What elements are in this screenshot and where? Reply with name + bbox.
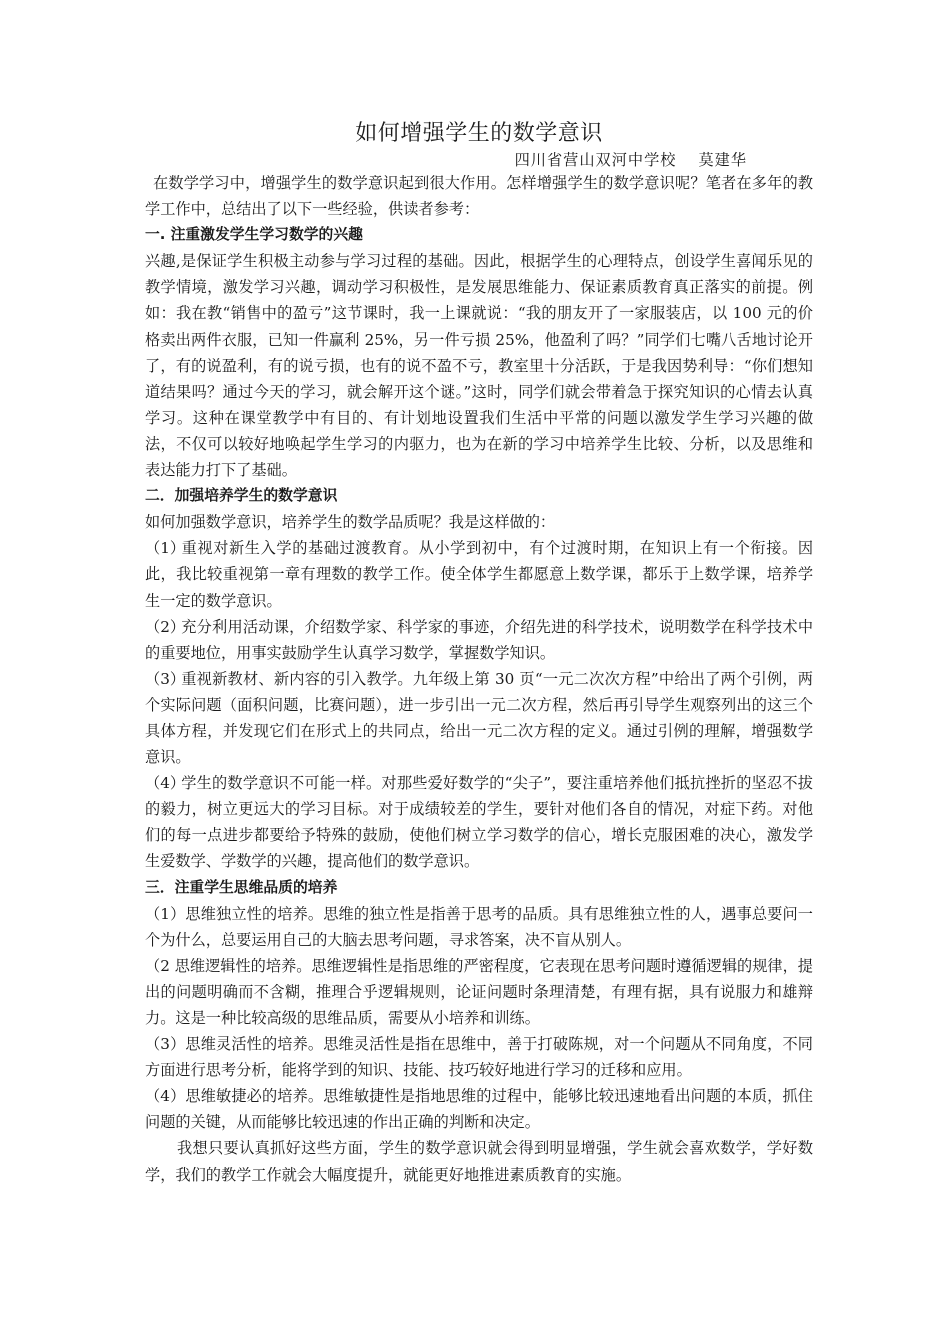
author-line: [145, 150, 813, 170]
section-2-item: [145, 770, 813, 874]
document-page: [145, 118, 813, 1188]
section-2-item: [145, 535, 813, 613]
author-name: 莫建华: [698, 151, 747, 169]
item-number: （1）: [145, 539, 186, 558]
section-3-heading: 三．注重学生思维品质的培养: [145, 878, 338, 896]
closing-paragraph: 我想只要认真抓好这些方面，学生的数学意识就会得到明显增强，学生就会喜欢数学，学好数学，我们的教学工作就会大幅度提升，就能更好地推进素质教育的实施。: [145, 1139, 813, 1184]
section-1-heading: 一. 注重激发学生学习数学的兴趣: [145, 226, 363, 244]
section-2-item: [145, 614, 813, 666]
section-3-item: （2 思维逻辑性的培养。思维逻辑性是指思维的严密程度，它表现在思考问题时遵循逻辑的规律，提出的问题明确而不含糊，推理合乎逻辑规则，论证问题时条理清楚，有理有据，具有说服力和雄辩力。这是一种比较高级的思维品质，需要从小培养和训练。: [145, 956, 813, 1027]
section-2-lead: 如何加强数学意识，培养学生的数学品质呢？我是这样做的：: [145, 513, 556, 532]
item-text: 充分利用活动课，介绍数学家、科学家的事迹，介绍先进的科学技术，说明数学在科学技术中的重要地位，用事实鼓励学生认真学习数学，掌握数学知识。: [145, 617, 813, 662]
section-2-item: [145, 666, 813, 770]
item-number: （4）: [145, 774, 186, 793]
item-text: 重视对新生入学的基础过渡教育。从小学到初中，有个过渡时期，在知识上有一个衔接。因此，我比较重视第一章有理数的教学工作。使全体学生都愿意上数学课，都乐于上数学课，培养学生一定的数学意识。: [145, 539, 813, 610]
item-number: （3）: [145, 669, 186, 688]
document-title: 如何增强学生的数学意识: [355, 121, 603, 146]
item-text: 学生的数学意识不可能一样。对那些爱好数学的“尖子”，要注重培养他们抵抗挫折的坚忍不拔的毅力，树立更远大的学习目标。对于成绩较差的学生，要针对他们各自的情况，对症下药。对他们的每一点进步都要给予特殊的鼓励，使他们树立学习数学的信心，增长克服困难的决心，激发学生爱数学、学数学的兴趣，提高他们的数学意识。: [145, 774, 813, 871]
section-3-item: （3）思维灵活性的培养。思维灵活性是指在思维中，善于打破陈规，对一个问题从不同角度，不同方面进行思考分析，能将学到的知识、技能、技巧较好地进行学习的迁移和应用。: [145, 1035, 813, 1080]
section-2-heading: 二．加强培养学生的数学意识: [145, 487, 338, 505]
intro-paragraph: 在数学学习中，增强学生的数学意识起到很大作用。怎样增强学生的数学意识呢？笔者在多年的教学工作中，总结出了以下一些经验，供读者参考：: [145, 174, 813, 219]
section-3-item: （4）思维敏捷必的培养。思维敏捷性是指地思维的过程中，能够比较迅速地看出问题的本质，抓住问题的关键，从而能够比较迅速的作出正确的判断和决定。: [145, 1087, 813, 1132]
item-number: （2）: [145, 617, 186, 636]
item-text: 重视新教材、新内容的引入教学。九年级上第 30 页“一元二次次方程”中给出了两个引例，两个实际问题（面积问题，比赛问题），进一步引出一元二次方程，然后再引导学生观察列出的这三个具体方程，并发现它们在形式上的共同点，给出一元二次方程的定义。通过引例的理解，增强数学意识。: [145, 669, 813, 767]
author-school: 四川省营山双河中学校: [514, 151, 677, 169]
section-1-body: 兴趣,是保证学生积极主动参与学习过程的基础。因此，根据学生的心理特点，创设学生喜闻乐见的教学情境，激发学习兴趣，调动学习积极性，是发展思维能力、保证素质教育真正落实的前提。例如：我在教“销售中的盈亏”这节课时，我一上课就说：“我的朋友开了一家服装店，以 100 元的价格卖出两件衣服，已知一件赢利 25%，另一件亏损 25%，他盈利了吗？”同学们七嘴八舌地讨论开了，有的说盈利，有的说亏损，也有的说不盈不亏，教室里十分活跃，于是我因势利导：“你们想知道结果吗？通过今天的学习，就会解开这个谜。”这时，同学们就会带着急于探究知识的心情去认真学习。这种在课堂教学中有目的、有计划地设置我们生活中平常的问题以激发学生学习兴趣的做法，不仅可以较好地唤起学生学习的内驱力，也为在新的学习中培养学生比较、分析，以及思维和表达能力打下了基础。: [145, 252, 813, 480]
section-3-item: （1）思维独立性的培养。思维的独立性是指善于思考的品质。具有思维独立性的人，遇事总要问一个为什么，总要运用自己的大脑去思考问题，寻求答案，决不盲从别人。: [145, 904, 813, 949]
